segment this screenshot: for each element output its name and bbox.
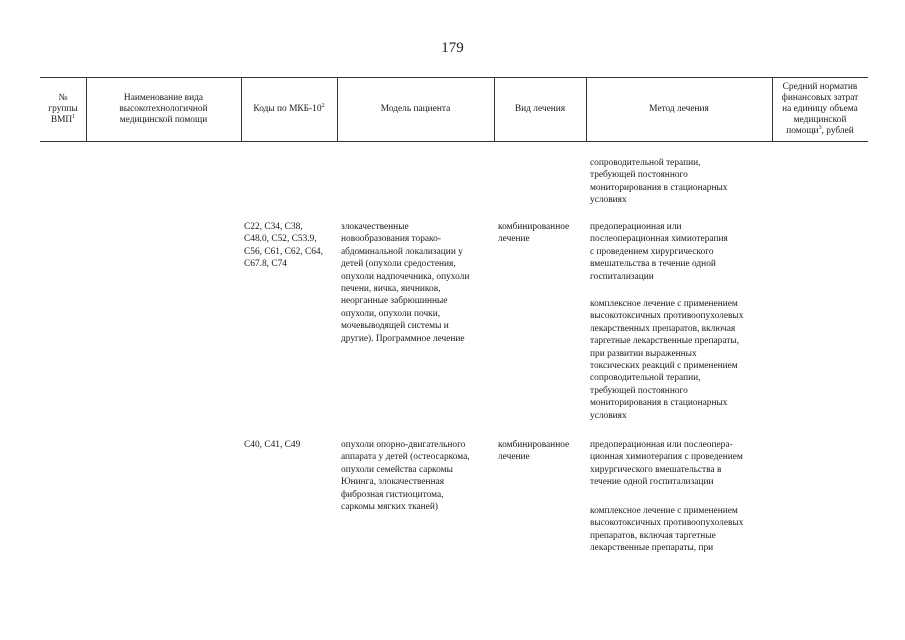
method-text: сопроводительной терапии, требующей постоянного мониторирования в стационарных условиях [590,158,728,206]
treatment-type-cell: комбинированное лечение [498,440,570,463]
footnote-marker: 3 [818,124,822,131]
footnote-marker: 2 [321,102,325,109]
patient-model-cell: злокачественные новообразования торако- абдоминальной локализации у детей (опухоли средостения, опухоли надпочечника, опухоли печени, яичка, яичников, неорганные забрюшинные опухоли, опухоли почки, мочевыводящей системы и другие). Программное лечение [341,222,470,344]
header-treatment-method [586,77,772,141]
header-patient-model-text: Модель пациента [380,103,451,114]
footnote-marker: 1 [72,113,76,120]
header-care-type-text: Наименование вида высокотехнологичной медицинской помощи [119,92,208,125]
header-group-number [40,77,86,141]
header-care-type [86,77,241,141]
header-cost-standard-text: Средний норматив финансовых затрат на единицу объема медицинской помощи [781,81,859,136]
header-cost-standard [772,77,868,141]
header-bottom-border [40,141,868,142]
method-text: предоперационная или послеоперационная химиотерапия с проведением хирургического вмешательства в течение одной госпитализации [590,222,728,282]
page-number: 179 [441,40,464,56]
treatment-type-cell: комбинированное лечение [498,222,570,245]
method-text: предоперационная или послеопера- ционная химиотерапия с проведением хирургического вмешательства в течение одной госпитализации [590,440,743,488]
header-cost-standard-unit: , рублей [821,125,854,136]
header-treatment-type [494,77,586,141]
header-patient-model [337,77,494,141]
header-icd-codes [241,77,337,141]
patient-model-cell: опухоли опорно-двигательного аппарата у детей (остеосаркома, опухоли семейства саркомы Юнинга, злокачественная фиброзная гистиоцитома, саркомы мягких тканей) [341,440,470,513]
icd-codes-cell: C22, C34, C38, C48.0, C52, C53.9, C56, C61, C62, C64, C67.8, C74 [244,222,323,270]
header-group-number-text: № группы ВМП [48,92,78,125]
method-text: комплексное лечение с применением высокотоксичных противоопухолевых лекарственных препаратов, включая таргетные лекарственные препараты, при развитии выраженных токсических реакций с применением сопроводительной терапии, требующей постоянного мониторирования в стационарных условиях [590,299,744,421]
header-treatment-type-text: Вид лечения [514,103,566,114]
icd-codes-cell: C40, C41, C49 [244,440,301,450]
header-treatment-method-text: Метод лечения [649,103,709,114]
method-text: комплексное лечение с применением высокотоксичных противоопухолевых препаратов, включая таргетные лекарственные препараты, при [590,506,744,554]
header-icd-codes-text: Коды по МКБ-10 [253,103,322,114]
